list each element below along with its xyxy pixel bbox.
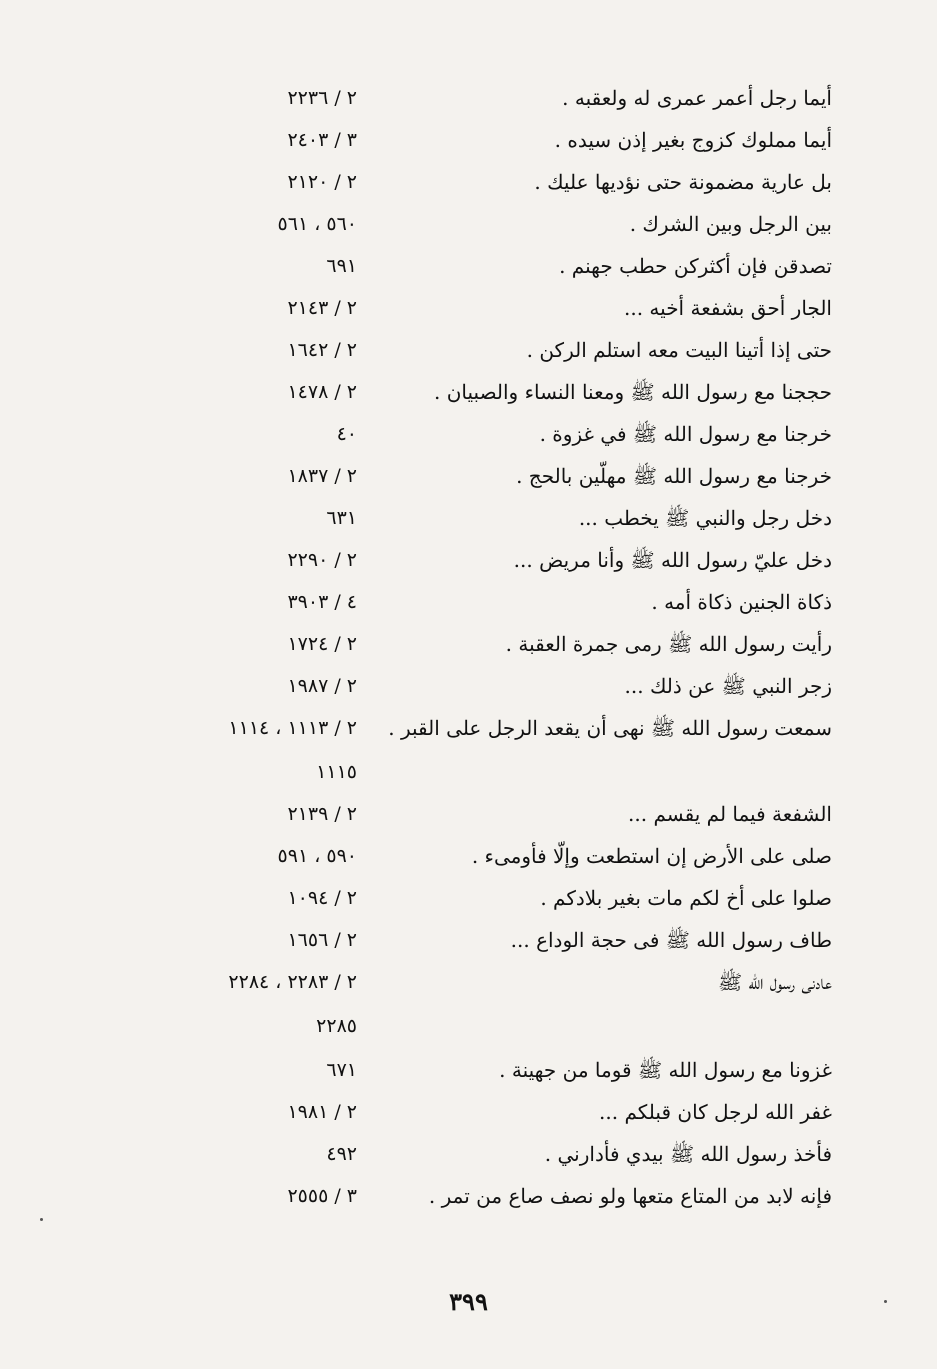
index-entry-continuation [0, 752, 937, 792]
hadith-text: دخل رجل والنبي ﷺ يخطب ... [578, 506, 832, 530]
hadith-reference: ٢ / ٢٢٩٠ [287, 549, 357, 571]
hadith-reference: ٢ / ١٩٨٧ [287, 675, 357, 697]
index-entry [0, 414, 937, 454]
hadith-text: رأيت رسول الله ﷺ رمى جمرة العقبة . [505, 632, 832, 656]
hadith-text: حتى إذا أتينا البيت معه استلم الركن . [526, 338, 832, 362]
hadith-text: زجر النبي ﷺ عن ذلك ... [624, 674, 832, 698]
index-entry [0, 878, 937, 918]
index-entry [0, 666, 937, 706]
hadith-text: غزونا مع رسول الله ﷺ قوما من جهينة . [499, 1058, 832, 1082]
hadith-reference: ٢ / ١٦٤٢ [287, 339, 357, 361]
index-entry [0, 246, 937, 286]
index-entry [0, 498, 937, 538]
hadith-text: ذكاة الجنين ذكاة أمه . [651, 590, 832, 614]
index-entry [0, 288, 937, 328]
hadith-reference: ٢ / ٢١٢٠ [287, 171, 357, 193]
index-entry [0, 962, 937, 1002]
hadith-text: دخل عليّ رسول الله ﷺ وأنا مريض ... [513, 548, 832, 572]
hadith-text: حججنا مع رسول الله ﷺ ومعنا النساء والصبيان . [434, 380, 832, 404]
index-entry [0, 794, 937, 834]
hadith-text: غفر الله لرجل كان قبلكم ... [599, 1100, 832, 1124]
page-number: ٣٩٩ [449, 1287, 488, 1316]
index-entry [0, 920, 937, 960]
index-entry [0, 540, 937, 580]
index-entry [0, 1092, 937, 1132]
index-entry [0, 1176, 937, 1216]
hadith-reference: ٢٢٨٥ [316, 1015, 357, 1037]
hadith-reference: ١١١٥ [316, 761, 357, 783]
hadith-text: خرجنا مع رسول الله ﷺ في غزوة . [539, 422, 832, 446]
hadith-text: سمعت رسول الله ﷺ نهى أن يقعد الرجل على القبر . [388, 716, 832, 740]
hadith-reference: ٥٦٠ ، ٥٦١ [277, 213, 357, 235]
index-entry [0, 624, 937, 664]
index-entry [0, 582, 937, 622]
hadith-reference: ٦٩١ [326, 255, 357, 277]
scan-speck [884, 1300, 887, 1303]
hadith-reference: ٢ / ٢١٤٣ [287, 297, 357, 319]
hadith-text: أيما رجل أعمر عمرى له ولعقبه . [562, 86, 832, 110]
hadith-reference: ٢ / ١١١٣ ، ١١١٤ [228, 717, 357, 739]
hadith-text: الجار أحق بشفعة أخيه ... [624, 296, 832, 320]
hadith-text: أيما مملوك كزوج بغير إذن سيده . [554, 128, 832, 152]
index-entry [0, 456, 937, 496]
index-entry [0, 836, 937, 876]
hadith-reference: ٦٣١ [326, 507, 357, 529]
hadith-text: عادنى رسول الله ﷺ [717, 970, 832, 994]
hadith-reference: ٦٧١ [326, 1059, 357, 1081]
index-entry [0, 708, 937, 748]
index-entry [0, 78, 937, 118]
hadith-reference: ٢ / ١٦٥٦ [287, 929, 357, 951]
hadith-text: خرجنا مع رسول الله ﷺ مهلّين بالحج . [516, 464, 832, 488]
hadith-reference: ٢ / ١٤٧٨ [287, 381, 357, 403]
index-entry-continuation [0, 1006, 937, 1046]
hadith-text: تصدقن فإن أكثركن حطب جهنم . [559, 254, 832, 278]
hadith-reference: ٥٩٠ ، ٥٩١ [277, 845, 357, 867]
hadith-text: الشفعة فيما لم يقسم ... [628, 802, 832, 826]
hadith-text: صلوا على أخ لكم مات بغير بلادكم . [540, 886, 832, 910]
hadith-reference: ٢ / ٢٢٨٣ ، ٢٢٨٤ [228, 971, 357, 993]
hadith-reference: ٢ / ٢٢٣٦ [287, 87, 357, 109]
index-entry [0, 120, 937, 160]
index-entry [0, 1050, 937, 1090]
index-entry [0, 162, 937, 202]
index-entry [0, 372, 937, 412]
scan-speck [40, 1218, 43, 1221]
hadith-reference: ٤٩٢ [326, 1143, 357, 1165]
hadith-reference: ٣ / ٢٥٥٥ [287, 1185, 357, 1207]
hadith-reference: ٢ / ١٧٢٤ [287, 633, 357, 655]
index-entry [0, 1134, 937, 1174]
hadith-reference: ٤٠ [336, 423, 357, 445]
index-entry [0, 330, 937, 370]
hadith-text: فإنه لابد من المتاع متعها ولو نصف صاع من تمر . [428, 1184, 832, 1208]
hadith-reference: ٢ / ٢١٣٩ [287, 803, 357, 825]
index-entry [0, 204, 937, 244]
hadith-text: بل عارية مضمونة حتى نؤديها عليك . [534, 170, 832, 194]
hadith-text: صلى على الأرض إن استطعت وإلّا فأومىء . [471, 844, 832, 868]
hadith-reference: ٢ / ١٨٣٧ [287, 465, 357, 487]
hadith-reference: ٢ / ١٩٨١ [287, 1101, 357, 1123]
hadith-text: فأخذ رسول الله ﷺ بيدي فأدارني . [544, 1142, 832, 1166]
hadith-text: طاف رسول الله ﷺ فى حجة الوداع ... [510, 928, 832, 952]
hadith-reference: ٤ / ٣٩٠٣ [287, 591, 357, 613]
hadith-text: بين الرجل وبين الشرك . [629, 212, 832, 236]
hadith-reference: ٣ / ٢٤٠٣ [287, 129, 357, 151]
hadith-reference: ٢ / ١٠٩٤ [287, 887, 357, 909]
